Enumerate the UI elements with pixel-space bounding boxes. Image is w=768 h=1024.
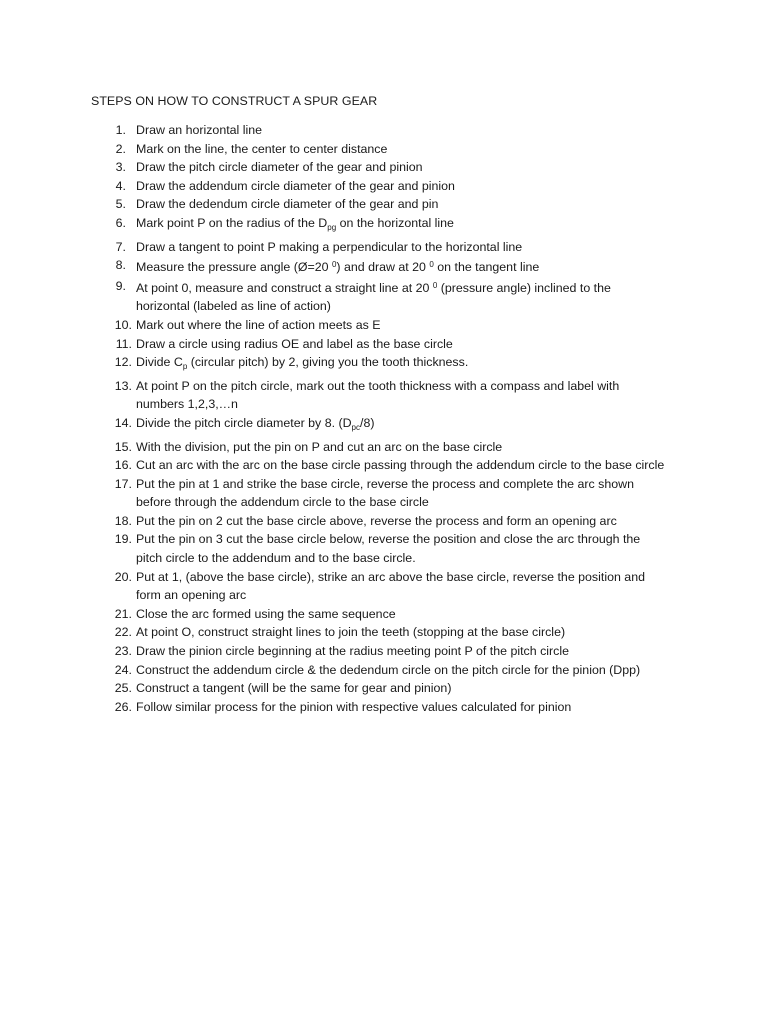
step-number: 16. <box>114 458 132 473</box>
step-text-continuation: horizontal (labeled as line of action) <box>136 299 331 314</box>
step-text-part: /8) <box>360 415 375 430</box>
step-text-line: Follow similar process for the pinion with respective values calculated for pinion <box>136 699 572 714</box>
step-text-continuation: before through the addendum circle to the base circle <box>136 495 429 510</box>
step-text-line: Put at 1, (above the base circle), strike an arc above the base circle, reverse the position and <box>136 569 645 584</box>
step-text-line: Draw the addendum circle diameter of the gear and pinion <box>136 178 455 193</box>
step-text <box>136 214 696 238</box>
step-text-line: Draw the dedendum circle diameter of the gear and pin <box>136 197 439 212</box>
step-text <box>136 121 696 140</box>
step-text-part: on the tangent line <box>433 260 540 275</box>
step-text-line: Draw an horizontal line <box>136 123 263 137</box>
step-number: 23. <box>114 644 132 659</box>
step-text <box>136 605 696 624</box>
step-item <box>0 475 696 512</box>
step-number: 20. <box>114 569 132 584</box>
step-item <box>0 335 696 354</box>
step-number: 9. <box>115 278 126 293</box>
step-text-part: Mark point P on the radius of the D <box>136 215 328 230</box>
step-text <box>136 177 696 196</box>
step-text-part: ) and draw at 20 <box>336 260 430 275</box>
step-text-part: At point 0, measure and construct a straight line at 20 <box>136 280 433 295</box>
step-item <box>0 414 696 438</box>
step-text <box>136 568 696 605</box>
step-text <box>136 512 696 531</box>
step-text <box>136 456 696 475</box>
step-number: 2. <box>115 141 126 156</box>
step-number: 3. <box>115 160 126 175</box>
step-number: 21. <box>114 606 132 621</box>
step-text <box>136 140 696 159</box>
step-number: 11. <box>115 336 132 351</box>
step-text-part: Divide the pitch circle diameter by 8. (D <box>136 415 352 430</box>
step-text-line: Draw the pinion circle beginning at the radius meeting point P of the pitch circle <box>136 644 570 659</box>
step-number: 1. <box>115 123 126 137</box>
step-item <box>0 377 696 414</box>
subscript: pg <box>327 222 337 232</box>
step-number: 5. <box>115 197 126 212</box>
step-text-part: Measure the pressure angle (Ø=20 <box>136 260 332 275</box>
step-number: 18. <box>114 513 132 528</box>
steps-list <box>0 121 768 716</box>
step-text-line: Draw a circle using radius OE and label as the base circle <box>136 336 453 351</box>
step-text-line: Put the pin on 3 cut the base circle below, reverse the position and close the arc through the <box>136 532 641 547</box>
step-item <box>0 195 696 214</box>
step-text <box>136 642 696 661</box>
step-text <box>136 679 696 698</box>
step-text <box>136 414 696 438</box>
step-number: 14. <box>114 415 132 430</box>
step-item <box>0 623 696 642</box>
step-text-line: Mark out where the line of action meets as E <box>136 317 381 332</box>
step-number: 24. <box>114 662 132 677</box>
step-item <box>0 568 696 605</box>
step-text-line: Mark on the line, the center to center distance <box>136 141 388 156</box>
step-item <box>0 512 696 531</box>
step-text <box>136 277 696 316</box>
step-number: 8. <box>115 258 126 273</box>
step-number: 19. <box>114 532 132 547</box>
step-item <box>0 661 696 680</box>
step-number: 15. <box>114 439 132 454</box>
step-text-continuation: form an opening arc <box>136 588 247 603</box>
step-number: 6. <box>115 215 126 230</box>
step-number: 25. <box>114 681 132 696</box>
step-item <box>0 316 696 335</box>
step-text <box>136 530 696 567</box>
step-number: 12. <box>114 355 132 370</box>
step-text-continuation: pitch circle to the addendum and to the base circle. <box>136 551 416 566</box>
step-text <box>136 238 696 257</box>
step-text-line: At point P on the pitch circle, mark out the tooth thickness with a compass and label with <box>136 378 620 393</box>
step-item <box>0 140 696 159</box>
step-text-part: (circular pitch) by 2, giving you the tooth thickness. <box>187 355 469 370</box>
step-item <box>0 277 696 316</box>
step-text-line: Close the arc formed using the same sequence <box>136 606 396 621</box>
step-item <box>0 353 696 377</box>
step-item <box>0 438 696 457</box>
step-text-line: Construct a tangent (will be the same for gear and pinion) <box>136 681 452 696</box>
step-item <box>0 679 696 698</box>
step-text-line: Put the pin at 1 and strike the base circle, reverse the process and complete the arc shown <box>136 476 634 491</box>
step-text <box>136 623 696 642</box>
step-item <box>0 121 696 140</box>
step-text-line: With the division, put the pin on P and cut an arc on the base circle <box>136 439 503 454</box>
step-item <box>0 642 696 661</box>
step-item <box>0 214 696 238</box>
step-text <box>136 661 696 680</box>
step-item <box>0 158 696 177</box>
step-text-line: At point O, construct straight lines to join the teeth (stopping at the base circle) <box>136 625 566 640</box>
step-number: 10. <box>114 317 132 332</box>
superscript: 0 <box>331 260 337 270</box>
superscript: 0 <box>432 280 438 290</box>
step-text-part: on the horizontal line <box>336 215 454 230</box>
step-text-line: Draw the pitch circle diameter of the gear and pinion <box>136 160 423 175</box>
step-item <box>0 605 696 624</box>
step-number: 17. <box>114 476 132 491</box>
step-number: 13. <box>114 378 132 393</box>
step-text-line: Put the pin on 2 cut the base circle above, reverse the process and form an opening arc <box>136 513 617 528</box>
step-item <box>0 238 696 257</box>
step-text <box>136 698 696 717</box>
step-item <box>0 456 696 475</box>
step-text <box>136 475 696 512</box>
step-text-part: Divide C <box>136 355 183 370</box>
step-item <box>0 177 696 196</box>
subscript: p <box>182 362 188 372</box>
step-text-line: Cut an arc with the arc on the base circle passing through the addendum circle to the base circle <box>136 458 665 473</box>
document-title: STEPS ON HOW TO CONSTRUCT A SPUR GEAR <box>91 94 378 108</box>
step-item <box>0 256 696 277</box>
step-number: 22. <box>114 625 132 640</box>
step-item <box>0 530 696 567</box>
step-number: 7. <box>115 239 126 254</box>
step-item <box>0 698 696 717</box>
step-text-part: (pressure angle) inclined to the <box>437 280 611 295</box>
step-number: 4. <box>115 178 126 193</box>
step-number: 26. <box>114 699 132 714</box>
step-text <box>136 438 696 457</box>
superscript: 0 <box>429 260 434 270</box>
step-text-line: Draw a tangent to point P making a perpendicular to the horizontal line <box>136 239 523 254</box>
step-text <box>136 377 696 414</box>
step-text <box>136 195 696 214</box>
step-text <box>136 158 696 177</box>
step-text <box>136 335 696 354</box>
step-text <box>136 316 696 335</box>
subscript: pc <box>351 422 360 432</box>
step-text-continuation: numbers 1,2,3,…n <box>136 397 238 412</box>
step-text <box>136 256 696 277</box>
step-text-line: Construct the addendum circle & the dedendum circle on the pitch circle for the pinion (Dpp) <box>136 662 641 677</box>
step-text <box>136 353 696 377</box>
